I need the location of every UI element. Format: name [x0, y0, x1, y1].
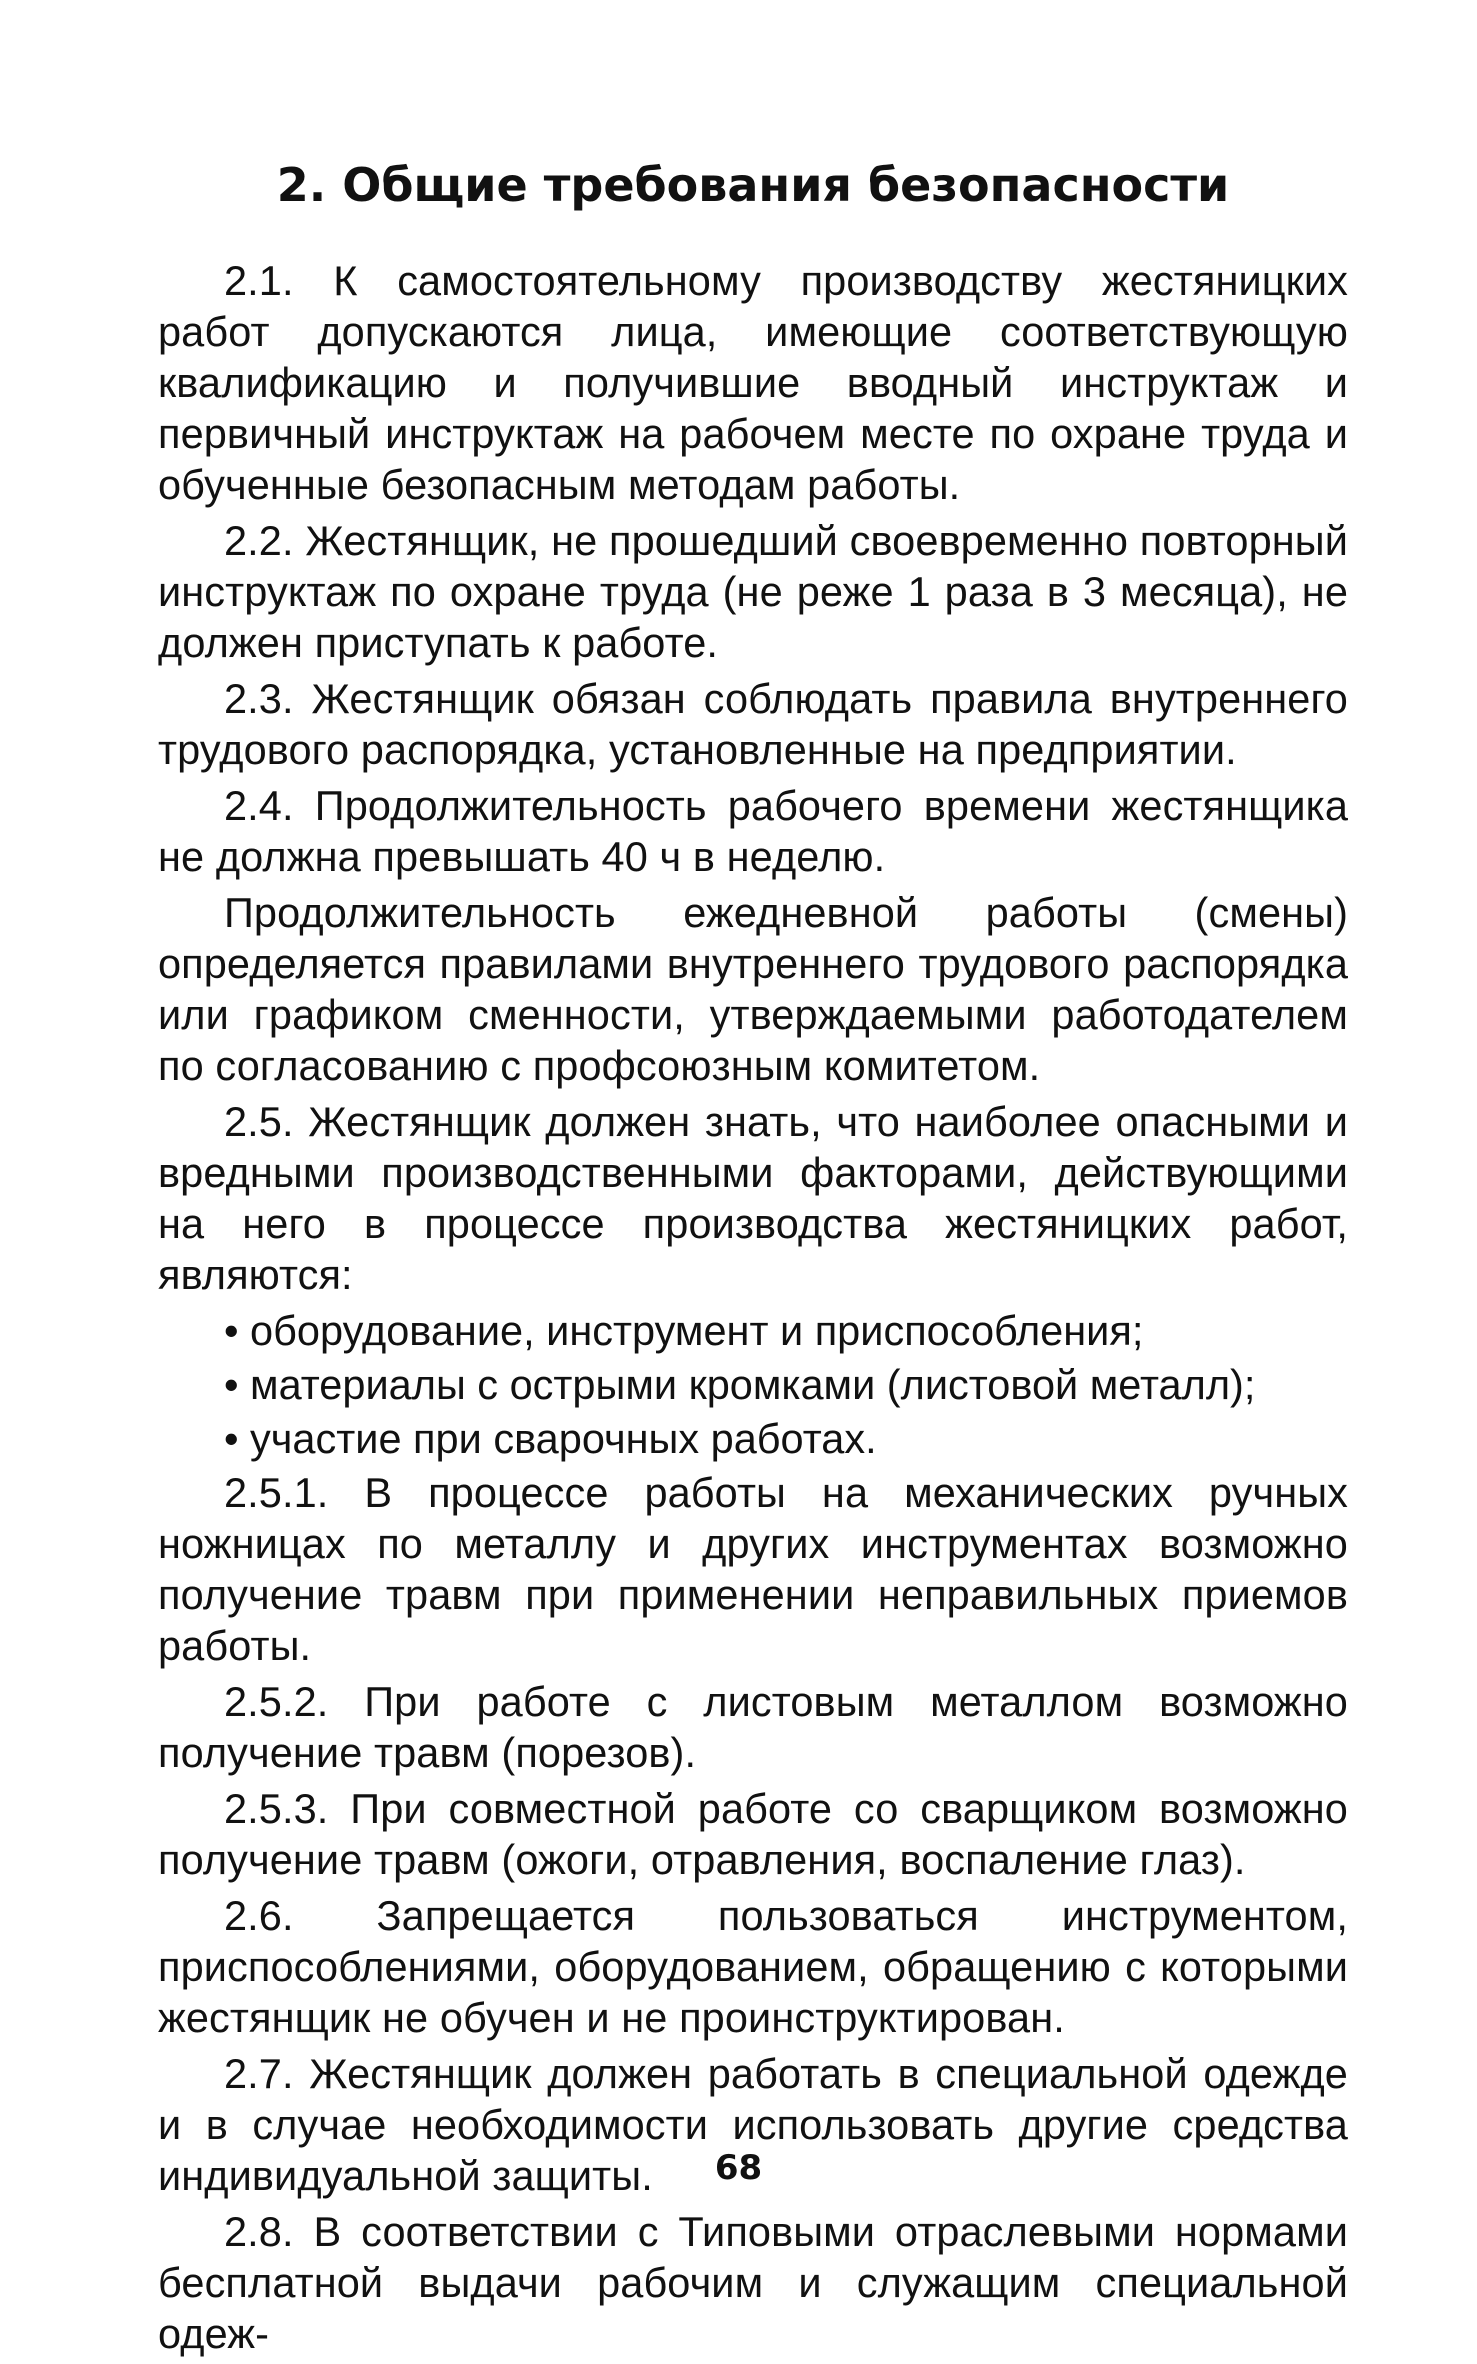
paragraph-2-5: 2.5. Жестянщик должен знать, что наиболее опасными и вредными производственными факторами, действующими на него в процессе производства жестяницких работ, являются:	[158, 1097, 1348, 1298]
page-content	[158, 160, 1348, 2364]
paragraph-2-5-3: 2.5.3. При совместной работе со сварщиком возможно получение травм (ожоги, отравления, воспаление глаз).	[158, 1784, 1348, 1883]
list-item: • участие при сварочных работах.	[224, 1414, 877, 1462]
paragraph-2-8: 2.8. В соответствии с Типовыми отраслевыми нормами бесплатной выдачи рабочим и служащим специальной одеж-	[158, 2207, 1348, 2357]
hazard-list	[158, 1305, 1348, 1464]
page-number: 68	[714, 2148, 763, 2188]
paragraph-2-2: 2.2. Жестянщик, не прошедший своевременно повторный инструктаж по охране труда (не реже 1 раза в 3 месяца), не должен приступать к работе.	[158, 516, 1348, 666]
paragraph-2-4: 2.4. Продолжительность рабочего времени жестянщика не должна превышать 40 ч в неделю.	[158, 781, 1348, 880]
list-item: • оборудование, инструмент и приспособления;	[224, 1306, 1144, 1354]
paragraph-2-3: 2.3. Жестянщик обязан соблюдать правила внутреннего трудового распорядка, установленные на предприятии.	[158, 674, 1348, 773]
paragraph-2-5-2: 2.5.2. При работе с листовым металлом возможно получение травм (порезов).	[158, 1677, 1348, 1776]
paragraph-2-1: 2.1. К самостоятельному производству жестяницких работ допускаются лица, имеющие соответствующую квалификацию и получившие вводный инструктаж и первичный инструктаж на рабочем месте по охране труда и обученные безопасным методам работы.	[158, 256, 1348, 508]
list-item: • материалы с острыми кромками (листовой металл);	[224, 1360, 1256, 1408]
paragraph-2-4-continued: Продолжительность ежедневной работы (смены) определяется правилами внутреннего трудового распорядка или графиком сменности, утверждаемыми работодателем по согласованию с профсоюзным комитетом.	[158, 888, 1348, 1089]
paragraph-2-7: 2.7. Жестянщик должен работать в специальной одежде и в случае необходимости использовать другие средства индивидуальной защиты.	[158, 2049, 1348, 2199]
paragraph-2-5-1: 2.5.1. В процессе работы на механических ручных ножницах по металлу и других инструментах возможно получение травм при применении неправильных приемов работы.	[158, 1468, 1348, 1669]
section-title: 2. Общие требования безопасности	[276, 158, 1230, 212]
paragraph-2-6: 2.6. Запрещается пользоваться инструментом, приспособлениями, оборудованием, обращению с которыми жестянщик не обучен и не проинструктирован.	[158, 1891, 1348, 2041]
